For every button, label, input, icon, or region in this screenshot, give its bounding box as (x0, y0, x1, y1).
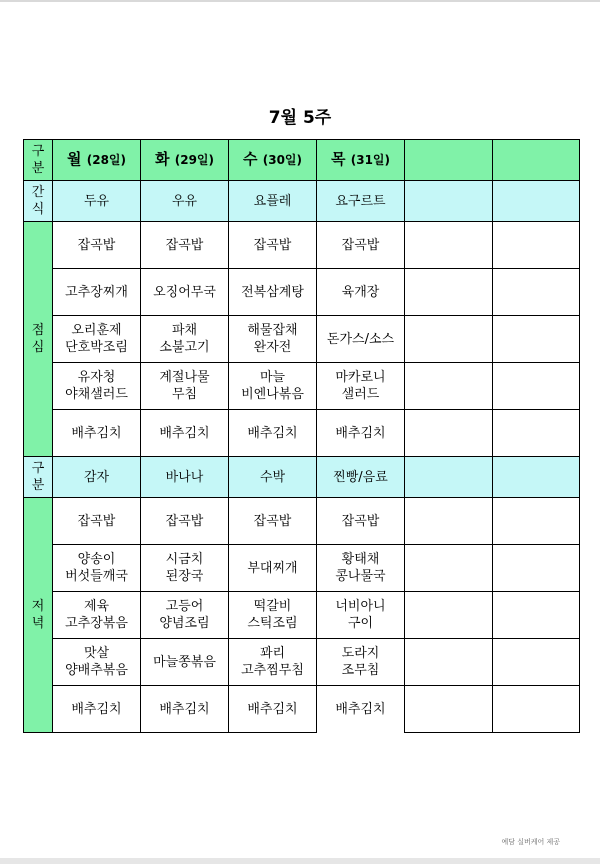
menu-cell (493, 410, 580, 457)
menu-cell (405, 316, 493, 363)
menu-cell: 잡곡밥 (317, 222, 405, 269)
menu-cell (405, 592, 493, 639)
menu-cell: 잡곡밥 (317, 498, 405, 545)
menu-cell: 파채 소불고기 (141, 316, 229, 363)
menu-cell (493, 363, 580, 410)
weekly-menu-table (23, 139, 580, 733)
day-header-wed: 수 (30일) (229, 140, 317, 181)
snack-pm-cell: 바나나 (141, 457, 229, 498)
lunch-row (24, 269, 580, 316)
lunch-row (24, 222, 580, 269)
menu-cell: 꽈리 고추찜무침 (229, 639, 317, 686)
menu-cell: 고등어 양념조림 (141, 592, 229, 639)
dinner-row (24, 592, 580, 639)
dinner-row (24, 686, 580, 733)
snack-am-row (24, 181, 580, 222)
menu-cell: 잡곡밥 (229, 222, 317, 269)
menu-cell: 황태채 콩나물국 (317, 545, 405, 592)
menu-cell: 배추김치 (229, 410, 317, 457)
menu-cell: 잡곡밥 (229, 498, 317, 545)
snack-pm-cell: 감자 (53, 457, 141, 498)
day-header-thu: 목 (31일) (317, 140, 405, 181)
menu-cell: 배추김치 (317, 686, 405, 733)
menu-cell: 잡곡밥 (141, 498, 229, 545)
menu-cell: 부대찌개 (229, 545, 317, 592)
snack-pm-label: 구분 (24, 457, 53, 498)
lunch-row (24, 363, 580, 410)
menu-cell: 시금치 된장국 (141, 545, 229, 592)
menu-cell (493, 686, 580, 733)
dinner-label: 저 녁 (24, 498, 53, 733)
menu-cell (493, 545, 580, 592)
menu-cell: 배추김치 (53, 410, 141, 457)
header-row (24, 140, 580, 181)
menu-cell: 오리훈제 단호박조림 (53, 316, 141, 363)
page-title: 7월 5주 (268, 108, 332, 128)
menu-cell: 계절나물 무침 (141, 363, 229, 410)
menu-cell: 양송이 버섯들깨국 (53, 545, 141, 592)
menu-cell: 제육 고추장볶음 (53, 592, 141, 639)
menu-cell: 잡곡밥 (53, 498, 141, 545)
menu-cell (493, 222, 580, 269)
menu-cell: 맛살 양배추볶음 (53, 639, 141, 686)
lunch-row (24, 316, 580, 363)
day-header-tue: 화 (29일) (141, 140, 229, 181)
menu-cell (405, 686, 493, 733)
snack-pm-cell: 수박 (229, 457, 317, 498)
day-header-empty-1 (405, 140, 493, 181)
menu-cell: 배추김치 (317, 410, 405, 457)
menu-cell: 떡갈비 스틱조림 (229, 592, 317, 639)
menu-cell: 배추김치 (141, 410, 229, 457)
menu-cell: 육개장 (317, 269, 405, 316)
menu-cell: 오징어무국 (141, 269, 229, 316)
snack-am-cell: 요구르트 (317, 181, 405, 222)
menu-cell: 너비아니 구이 (317, 592, 405, 639)
dinner-row (24, 498, 580, 545)
menu-cell: 배추김치 (53, 686, 141, 733)
snack-pm-row (24, 457, 580, 498)
snack-am-cell (405, 181, 493, 222)
day-header-empty-2 (493, 140, 580, 181)
menu-cell: 해물잡채 완자전 (229, 316, 317, 363)
menu-cell (405, 639, 493, 686)
header-label: 구분 (24, 140, 53, 181)
menu-cell: 마늘 비엔나볶음 (229, 363, 317, 410)
menu-cell (405, 410, 493, 457)
dinner-row (24, 545, 580, 592)
lunch-row (24, 410, 580, 457)
snack-pm-cell: 찐빵/음료 (317, 457, 405, 498)
menu-cell (405, 498, 493, 545)
footer-credit: 예담 실버케어 제공 (501, 838, 560, 846)
snack-am-cell (493, 181, 580, 222)
page-bottom-border (0, 858, 600, 864)
snack-pm-cell (405, 457, 493, 498)
menu-cell (405, 222, 493, 269)
menu-cell: 마늘쫑볶음 (141, 639, 229, 686)
menu-cell (405, 545, 493, 592)
menu-cell (493, 316, 580, 363)
lunch-label: 점 심 (24, 222, 53, 457)
snack-am-label: 간식 (24, 181, 53, 222)
day-header-mon: 월 (28일) (53, 140, 141, 181)
menu-cell (493, 639, 580, 686)
menu-cell: 배추김치 (141, 686, 229, 733)
menu-cell: 도라지 조무침 (317, 639, 405, 686)
menu-cell: 배추김치 (229, 686, 317, 733)
page-top-border (0, 0, 600, 2)
dinner-row (24, 639, 580, 686)
menu-cell (405, 269, 493, 316)
menu-cell: 고추장찌개 (53, 269, 141, 316)
menu-cell: 전복삼계탕 (229, 269, 317, 316)
snack-pm-cell (493, 457, 580, 498)
snack-am-cell: 우유 (141, 181, 229, 222)
menu-cell: 돈가스/소스 (317, 316, 405, 363)
menu-cell (493, 592, 580, 639)
menu-cell: 유자청 야채샐러드 (53, 363, 141, 410)
menu-cell: 마카로니 샐러드 (317, 363, 405, 410)
menu-cell: 잡곡밥 (53, 222, 141, 269)
menu-cell (405, 363, 493, 410)
snack-am-cell: 두유 (53, 181, 141, 222)
snack-am-cell: 요플레 (229, 181, 317, 222)
menu-cell: 잡곡밥 (141, 222, 229, 269)
menu-cell (493, 269, 580, 316)
menu-cell (493, 498, 580, 545)
